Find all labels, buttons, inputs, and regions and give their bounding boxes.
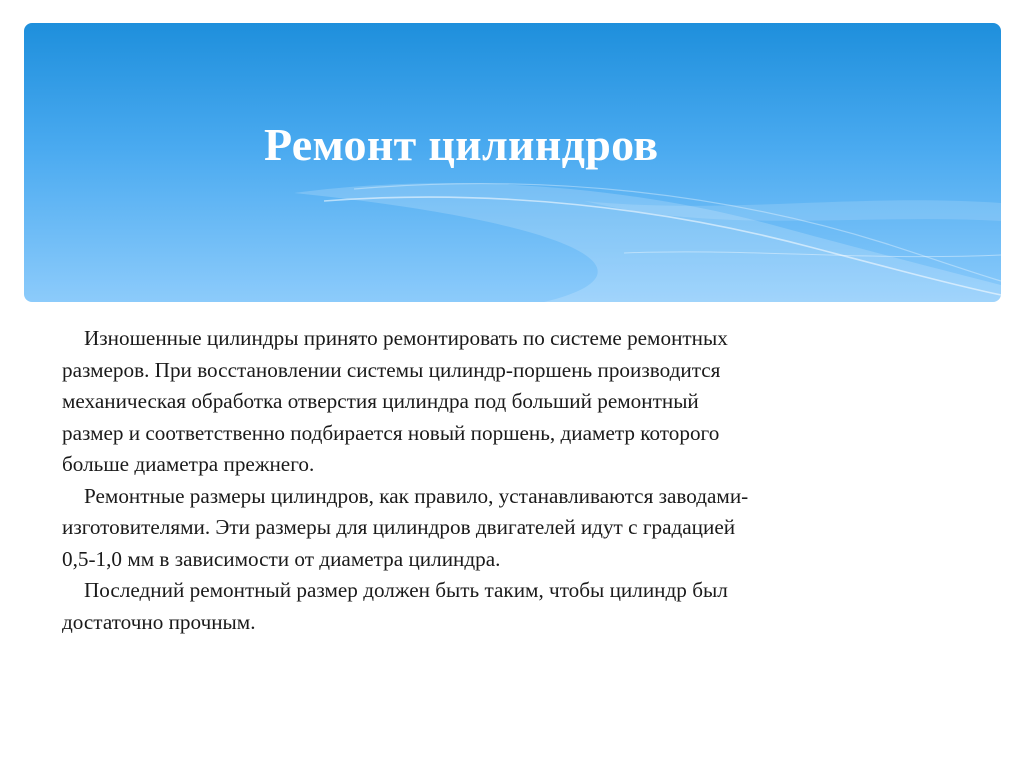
title-banner — [24, 23, 1001, 302]
paragraph-line: Ремонтные размеры цилиндров, как правило, устанавливаются заводами- — [84, 483, 749, 508]
paragraph-line: изготовителями. Эти размеры для цилиндров двигателей идут с градацией — [62, 515, 736, 539]
body-text — [62, 323, 967, 638]
paragraph-line: размеров. При восстановлении системы цилиндр-поршень производится — [62, 357, 721, 382]
paragraph-line: Изношенные цилиндры принято ремонтировать по системе ремонтных — [84, 326, 728, 350]
paragraph-line: Последний ремонтный размер должен быть таким, чтобы цилиндр был — [84, 578, 728, 602]
paragraph-line: больше диаметра прежнего. — [62, 452, 315, 476]
paragraph-line: механическая обработка отверстия цилиндра под больший ремонтный — [62, 389, 699, 413]
paragraph-line: размер и соответственно подбирается новый поршень, диаметр которого — [62, 420, 720, 445]
paragraph-line: 0,5-1,0 мм в зависимости от диаметра цилиндра. — [62, 546, 501, 571]
slide-title: Ремонт цилиндров — [264, 119, 659, 170]
paragraph-line: достаточно прочным. — [62, 609, 256, 634]
